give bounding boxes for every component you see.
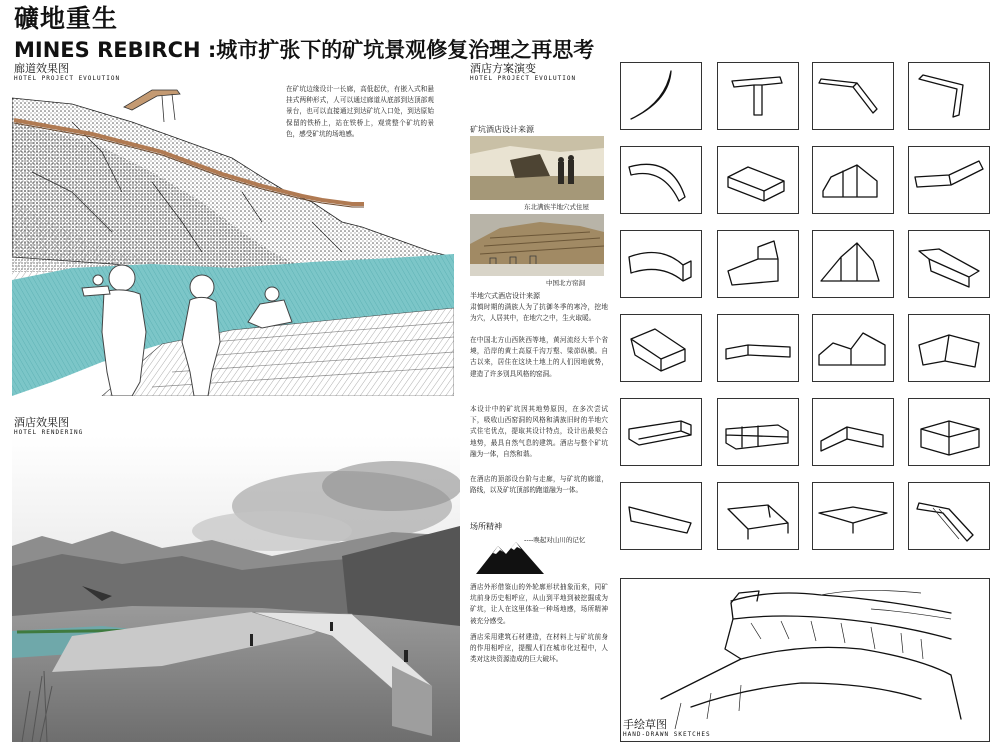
rendering-label: 酒店效果图 [14, 416, 69, 429]
sketch-corner-icon [718, 63, 798, 129]
sketches-label-en: HAND-DRAWN SKETCHES [623, 731, 711, 738]
hotel-plan-label-en: HOTEL PROJECT EVOLUTION [470, 75, 577, 82]
sketch-18 [717, 398, 799, 466]
sketch-wedge-icon [909, 231, 989, 297]
caption-cave-dwelling: 中国北方窑洞 [546, 279, 585, 287]
sketch-24 [908, 482, 990, 550]
sketch-23 [812, 482, 894, 550]
page-title: 礦地重生 [14, 4, 119, 33]
corridor-label-en: HOTEL PROJECT EVOLUTION [14, 75, 121, 82]
sketch-19 [812, 398, 894, 466]
sketch-2 [717, 62, 799, 130]
sketch-15 [812, 314, 894, 382]
sketch-4 [908, 62, 990, 130]
sketch-terrace-icon [813, 399, 893, 465]
sketches-label: 手绘草图 [623, 718, 667, 731]
sketch-21 [620, 482, 702, 550]
para-cave: 在中国北方山西陕西等地，黄河流经大半个省境，沿岸的黄土高原千沟万壑、梁峁纵横。自古以来，居住在这块土地上的人们因地就势，建造了许多别具风格的窑洞。 [470, 336, 608, 378]
sketch-box-icon [718, 147, 798, 213]
sketch-wedge2-icon [621, 483, 701, 549]
sketch-ridge-icon [813, 483, 893, 549]
sketch-16 [908, 314, 990, 382]
spirit-subtitle: ----唤起对山川的记忆 [524, 536, 586, 544]
mountain-icon [476, 540, 544, 576]
sketch-3 [812, 62, 894, 130]
sketch-roof-icon [813, 231, 893, 297]
photo-manchu-house [470, 136, 604, 200]
sketch-7 [812, 146, 894, 214]
source-title: 半地穴式酒店设计来源 [470, 292, 540, 300]
sketch-ramp-icon [909, 483, 989, 549]
sketch-1 [620, 62, 702, 130]
corridor-label: 廊道效果图 [14, 62, 69, 75]
hotel-rendering [12, 436, 460, 742]
sketch-14 [717, 314, 799, 382]
sketch-6 [717, 146, 799, 214]
sketch-20 [908, 398, 990, 466]
sketch-ribbon-icon [909, 147, 989, 213]
sketch-9 [620, 230, 702, 298]
corridor-description: 在矿坑边缘设计一长廊，高低起伏，有嵌入式和悬挂式两种形式，人可以通过廊道从底部到达顶部观景台，也可以直接通过到达矿坑入口处，到达原始保留的铁桥上，站在铁桥上，观赏整个矿坑的景色，感受矿坑的场地感。 [286, 85, 434, 138]
rendering-label-en: HOTEL RENDERING [14, 429, 84, 436]
sketch-folded-icon [909, 315, 989, 381]
photo-cave-dwelling [470, 214, 604, 276]
site-sketch [621, 579, 989, 741]
para-spirit: 酒店外形借鉴山的外轮廓形状抽象而来，同矿坑前身历史相呼应，从山到平地到被挖掘成为矿坑，让人在这里体验一种场地感，场所精神被充分感受。 [470, 583, 608, 625]
sketch-13 [620, 314, 702, 382]
sketch-8 [908, 146, 990, 214]
design-source-title: 矿坑酒店设计来源 [470, 125, 534, 134]
sketch-22 [717, 482, 799, 550]
sketch-5 [620, 146, 702, 214]
sketch-curve-icon [621, 147, 701, 213]
sketch-arc-icon [621, 63, 701, 129]
sketch-beam-icon [621, 399, 701, 465]
sketch-shed-icon [813, 147, 893, 213]
sketch-grid-icon [718, 399, 798, 465]
para-roof: 在酒店的顶部设台阶与走廊，与矿坑的廊道，路线，以及矿坑顶部的跑道融为一体。 [470, 475, 608, 495]
sketch-stair-icon [718, 231, 798, 297]
sketch-17 [620, 398, 702, 466]
para-material: 酒店采用建筑石材建造，在材料上与矿坑前身的作用相呼应，提醒人们在城市化过程中，人类对这块资源造成的巨大破坏。 [470, 633, 608, 664]
para-design: 本设计中的矿坑因其地势原因，在多次尝试下，吸收山西窑洞的风格和满族旧时的半地穴式住宅优点，提取其设计特点，设计出最契合地势，最具自然气息的建筑。酒店与整个矿坑融为一体，自然和谐。 [470, 405, 608, 458]
para-manchu: 肃慎时期的满族人为了抗御冬季的寒冷，挖地为穴，人居其中，在地穴之中，生火取暖。 [470, 303, 608, 323]
sketch-10 [717, 230, 799, 298]
sketch-11 [812, 230, 894, 298]
hand-drawn-sketch-panel [620, 578, 990, 742]
sketch-12 [908, 230, 990, 298]
sketch-bend-icon [813, 63, 893, 129]
spirit-title: 场所精神 [470, 522, 502, 531]
sketch-frame-icon [718, 483, 798, 549]
hotel-plan-label: 酒店方案演变 [470, 62, 536, 75]
caption-manchu-house: 东北满族半地穴式住屋 [524, 203, 589, 211]
sketch-angle-icon [909, 63, 989, 129]
sketch-stepped-icon [813, 315, 893, 381]
sketch-slab-icon [718, 315, 798, 381]
sketch-prism-icon [621, 315, 701, 381]
page-subtitle: MINES REBIRCH :城市扩张下的矿坑景观修复治理之再思考 [14, 38, 595, 62]
sketch-curve-block-icon [621, 231, 701, 297]
sketch-cube-icon [909, 399, 989, 465]
